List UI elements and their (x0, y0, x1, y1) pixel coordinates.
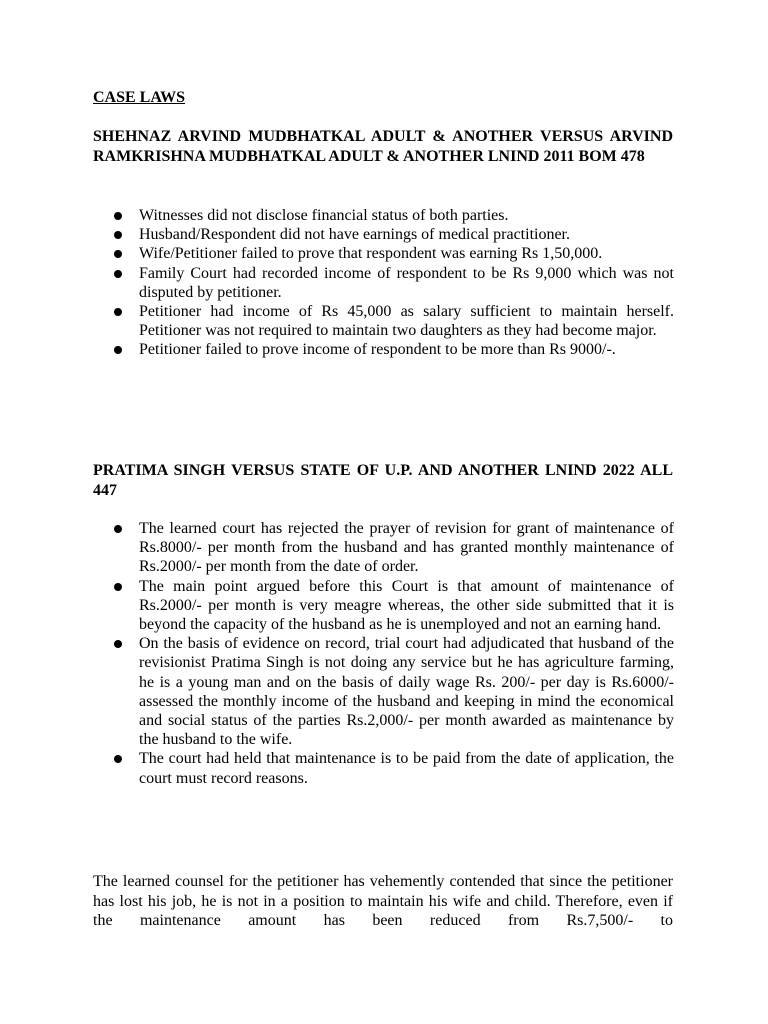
bullet-icon (114, 640, 122, 648)
list-item (93, 244, 674, 263)
closing-paragraph: The learned counsel for the petitioner has vehemently contended that since the petitioner has lost his job, he is not in a position to maintain his wife and child. Therefore, even if the maintenance amount has been reduced from Rs.7,500/- to (93, 873, 673, 929)
case-points-mudbhatkal (93, 206, 674, 360)
list-item (93, 225, 674, 244)
list-item-text: The court had held that maintenance is to be paid from the date of application, the court must record reasons. (139, 750, 674, 787)
list-item (93, 302, 674, 340)
list-item (93, 206, 674, 225)
case-title-pratima-singh: PRATIMA SINGH VERSUS STATE OF U.P. AND ANOTHER LNIND 2022 ALL 447 (93, 462, 673, 499)
case-title-mudbhatkal: SHEHNAZ ARVIND MUDBHATKAL ADULT & ANOTHER VERSUS ARVIND RAMKRISHNA MUDBHATKAL ADULT & ANOTHER LNIND 2011 BOM 478 (93, 128, 673, 165)
bullet-icon (114, 755, 122, 763)
list-item (93, 634, 674, 749)
list-item-text: On the basis of evidence on record, trial court had adjudicated that husband of the revisionist Pratima Singh is not doing any service but he has agriculture farming, he is a young man and on the basis of daily wage Rs. 200/- per day is Rs.6000/- assessed the monthly income of the husband and keeping in mind the economical and social status of the parties Rs.2,000/- per month awarded as maintenance by the husband to the wife. (139, 635, 674, 749)
bullet-icon (114, 212, 122, 220)
list-item (93, 340, 674, 359)
bullet-icon (114, 346, 122, 354)
bullet-icon (114, 583, 122, 591)
list-item-text: Petitioner had income of Rs 45,000 as salary sufficient to maintain herself. Petitioner was not required to maintain two daughters as they had become major. (139, 303, 674, 340)
list-item-text: Wife/Petitioner failed to prove that respondent was earning Rs 1,50,000. (139, 245, 603, 263)
list-item-text: Husband/Respondent did not have earnings of medical practitioner. (139, 226, 570, 244)
list-item-text: Family Court had recorded income of respondent to be Rs 9,000 which was not disputed by petitioner. (139, 264, 674, 301)
case-points-pratima-singh (93, 519, 674, 788)
bullet-icon (114, 250, 122, 258)
list-item-text: Witnesses did not disclose financial status of both parties. (139, 207, 509, 224)
list-item-text: The learned court has rejected the prayer of revision for grant of maintenance of Rs.8000/- per month from the husband and has granted monthly maintenance of Rs.2000/- per month from the date of order. (139, 520, 674, 576)
bullet-icon (114, 525, 122, 533)
list-item (93, 264, 674, 302)
bullet-icon (114, 308, 122, 316)
bullet-icon (114, 231, 122, 239)
list-item (93, 577, 674, 635)
list-item-text: The main point argued before this Court is that amount of maintenance of Rs.2000/- per month is very meagre whereas, the other side submitted that it is beyond the capacity of the husband as he is unemployed and not an earning hand. (139, 577, 674, 634)
page-heading: CASE LAWS (93, 89, 186, 106)
list-item (93, 749, 674, 787)
list-item (93, 519, 674, 577)
list-item-text: Petitioner failed to prove income of respondent to be more than Rs 9000/-. (139, 341, 616, 359)
bullet-icon (114, 270, 122, 278)
